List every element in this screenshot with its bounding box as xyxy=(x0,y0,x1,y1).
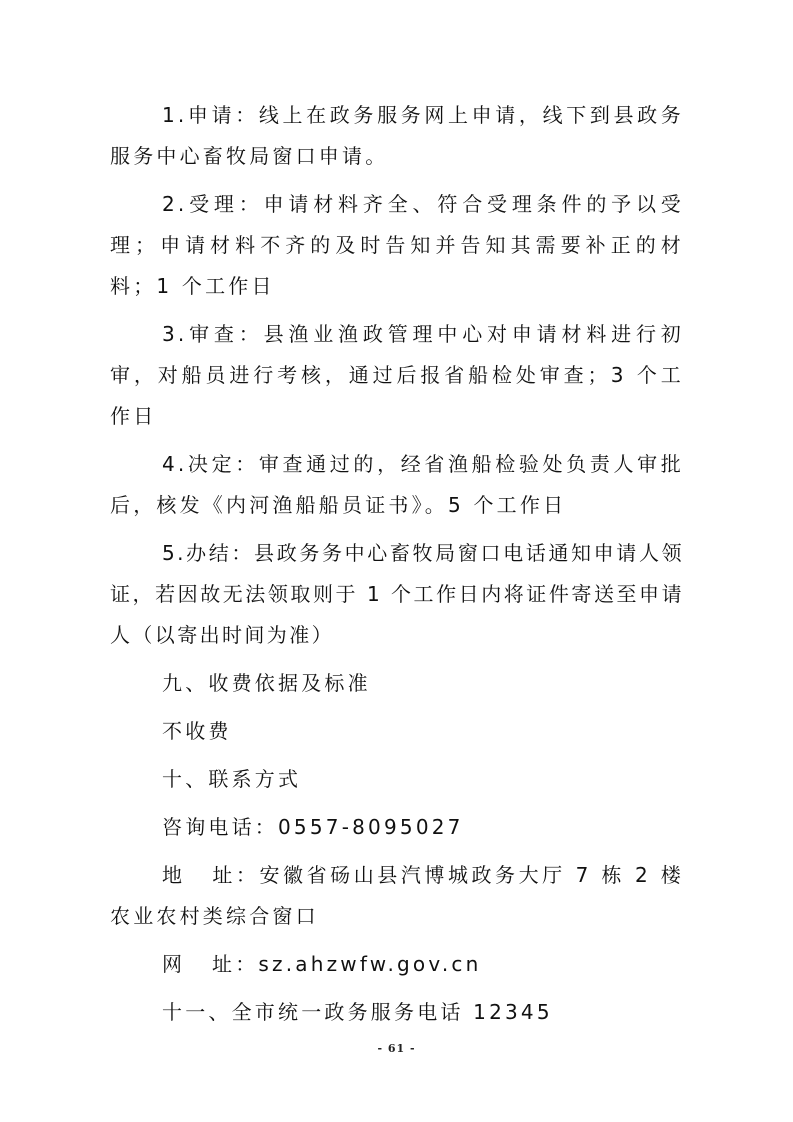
website-label-2: 址 xyxy=(212,952,236,976)
section-contact-heading: 十、联系方式 xyxy=(162,767,302,791)
step-decision: 4.决定：审查通过的，经省渔船检验处负责人审批后，核发《内河渔船船员证书》。5 个工作日 xyxy=(110,452,684,517)
address-label-1: 地 xyxy=(162,863,213,887)
address-value: ：安徽省砀山县汽博城政务大厅 7 栋 2 楼农业农村类综合窗口 xyxy=(110,863,685,928)
website-label-1: 网 xyxy=(162,952,212,976)
document-body xyxy=(110,95,684,1040)
section-hotline-heading: 十一、全市统一政务服务电话 12345 xyxy=(162,1000,553,1024)
contact-phone: 咨询电话：0557-8095027 xyxy=(162,815,464,839)
step-review: 3.审查：县渔业渔政管理中心对申请材料进行初审，对船员进行考核，通过后报省船检处审查；3 个工作日 xyxy=(110,322,684,428)
step-apply: 1.申请：线上在政务服务网上申请，线下到县政务服务中心畜牧局窗口申请。 xyxy=(110,103,684,168)
contact-address xyxy=(110,855,684,937)
step-accept: 2.受理：申请材料齐全、符合受理条件的予以受理；申请材料不齐的及时告知并告知其需要补正的材料；1 个工作日 xyxy=(110,192,684,298)
section-fee-heading: 九、收费依据及标准 xyxy=(162,671,371,695)
page-number: - 61 - xyxy=(377,1042,416,1055)
address-label-2: 址 xyxy=(212,863,236,887)
website-value[interactable]: ：sz.ahzwfw.gov.cn xyxy=(235,952,482,976)
fee-text: 不收费 xyxy=(162,719,232,743)
step-complete: 5.办结：县政务务中心畜牧局窗口电话通知申请人领证，若因故无法领取则于 1 个工作日内将证件寄送至申请人（以寄出时间为准） xyxy=(110,541,684,647)
contact-website xyxy=(110,944,684,985)
